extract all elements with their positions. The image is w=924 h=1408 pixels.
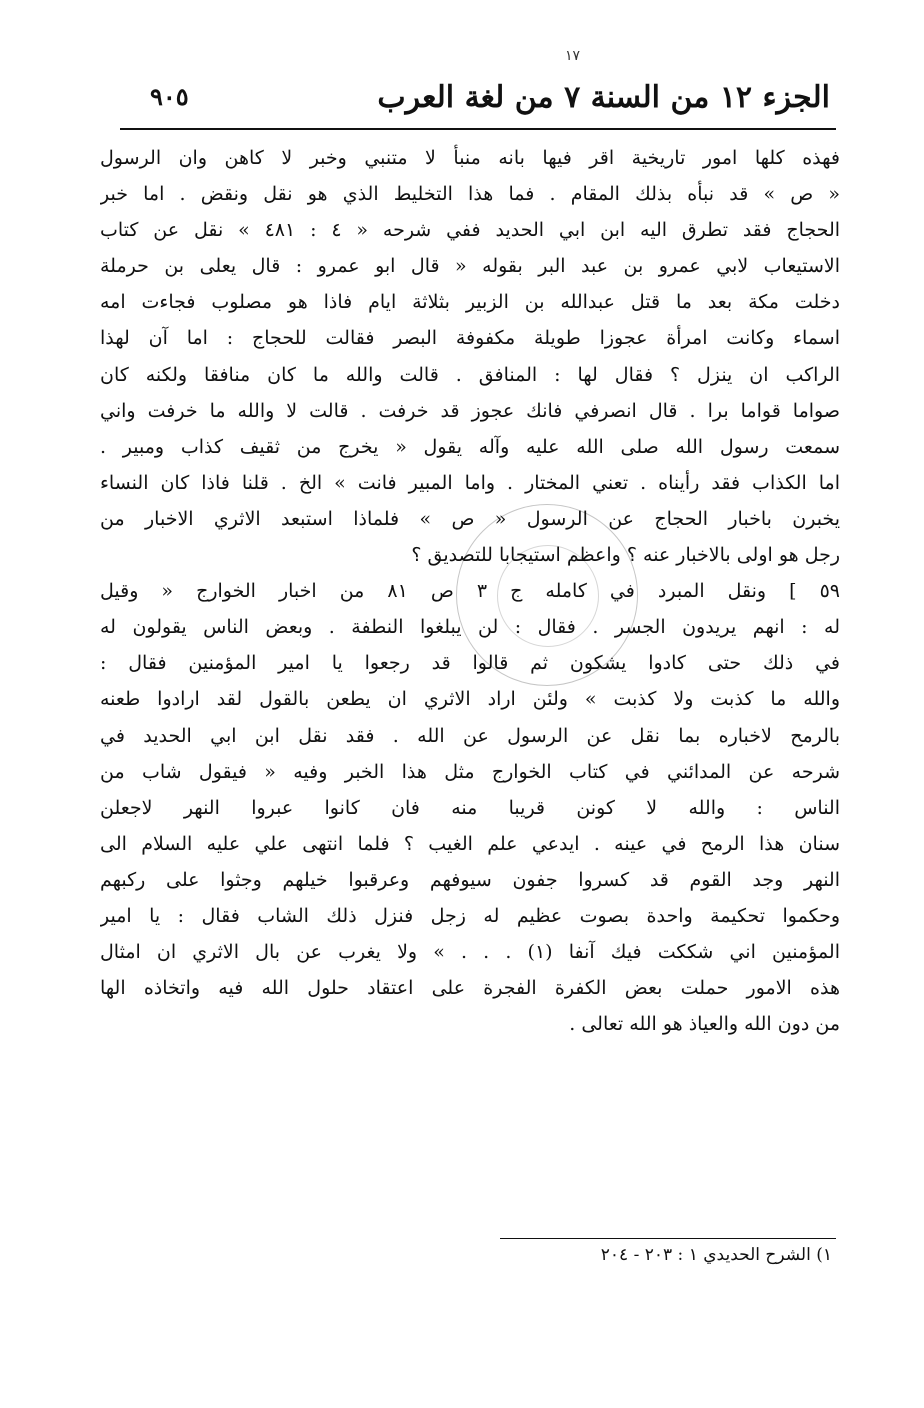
text-line: سمعت رسول الله صلى الله عليه وآله يقول « يخرج من ثقيف كذاب ومبير .	[100, 435, 840, 458]
text-line: هذه الامور حملت بعض الكفرة الفجرة على اعتقاد حلول الله فيه واتخاذه الها	[100, 977, 840, 1000]
text-line: اسماء وكانت امرأة عجوزا طويلة مكفوفة البصر فقالت للحجاج : اما آن لهذا	[100, 327, 840, 350]
text-line: رجل هو اولى بالاخبار عنه ؟ واعظم استيجابا للتصديق ؟	[411, 544, 840, 567]
text-line: من دون الله والعياذ هو الله تعالى .	[569, 1013, 840, 1036]
text-line: له : انهم يريدون الجسر . فقال : لن يبلغوا النطفة . وبعض الناس يقولون له	[100, 616, 840, 639]
text-line: بالرمح لاخباره بما نقل عن الرسول عن الله . فقد نقل ابن ابي الحديد في	[100, 724, 840, 747]
text-line: الراكب ان ينزل ؟ فقال لها : المنافق . قالت والله ما كان منافقا ولكنه كان	[100, 363, 840, 386]
header-corner-mark: ١٧	[564, 48, 580, 64]
text-line: « ص » قد نبأه بذلك المقام . فما هذا التخليط الذي هو نقل ونقض . اما خبر	[100, 183, 840, 206]
footnote-divider	[500, 1238, 836, 1239]
header-divider	[120, 128, 836, 130]
text-line: والله ما كذبت ولا كذبت » ولئن اراد الاثري ان يطعن بالقول لقد ارادوا طعنه	[100, 688, 840, 711]
page-number: ٩٠٥	[150, 82, 189, 111]
text-line: وحكموا تحكيمة واحدة بصوت عظيم له زجل فنزل ذلك الشاب فقال : يا امير	[100, 904, 840, 927]
text-line: الحجاج فقد تطرق اليه ابن ابي الحديد ففي شرحه « ٤ : ٤٨١ » نقل عن كتاب	[100, 219, 840, 242]
text-line: صواما قواما برا . قال انصرفي فانك عجوز قد خرفت . قالت لا والله ما خرفت واني	[100, 399, 840, 422]
text-line: في ذلك حتى كادوا يشكون ثم قالوا قد رجعوا يا امير المؤمنين فقال :	[100, 652, 840, 675]
body-text	[100, 140, 840, 1042]
text-line: يخبرن باخبار الحجاج عن الرسول « ص » فلماذا استبعد الاثري الاخبار من	[100, 507, 840, 530]
text-line: سنان هذا الرمح في عينه . ايدعي علم الغيب ؟ فلما انتهى علي عليه السلام الى	[100, 832, 840, 855]
footnote: ١) الشرح الحديدي ١ : ٢٠٣ - ٢٠٤	[600, 1245, 832, 1265]
text-line: الاستيعاب لابي عمرو بن عبد البر بقوله « قال ابو عمرو : قال يعلى بن حرملة	[100, 255, 840, 278]
page-header	[120, 48, 830, 122]
text-line: الناس : والله لا كونن قريبا منه فان كانوا عبروا النهر لاجعلن	[100, 796, 840, 819]
text-line: النهر وجد القوم قد كسروا جفون سيوفهم وعرقبوا خيلهم وجثوا على ركبهم	[100, 868, 840, 891]
text-line: دخلت مكة بعد ما قتل عبدالله بن الزبير بثلاثة ايام فاذا هو مصلوب فجاءت امه	[100, 291, 840, 314]
running-title: الجزء ١٢ من السنة ٧ من لغة العرب	[377, 80, 830, 115]
text-line: شرحه عن المدائني في كتاب الخوارج مثل هذا الخبر وفيه « فيقول شاب من	[100, 760, 840, 783]
text-line: المؤمنين اني شككت فيك آنفا (١) . . . » ولا يغرب عن بال الاثري ان امثال	[100, 941, 840, 964]
text-line: اما الكذاب فقد رأيناه . تعني المختار . واما المبير فانت » الخ . قلنا فاذا كان النساء	[100, 471, 840, 494]
text-line: ٥٩ ] ونقل المبرد في كامله ج ٣ ص ٨١ من اخبار الخوارج « وقيل	[100, 580, 840, 603]
text-line: فهذه كلها امور تاريخية اقر فيها بانه منبأ لا متنبي وخبر لا كاهن وان الرسول	[100, 147, 840, 169]
